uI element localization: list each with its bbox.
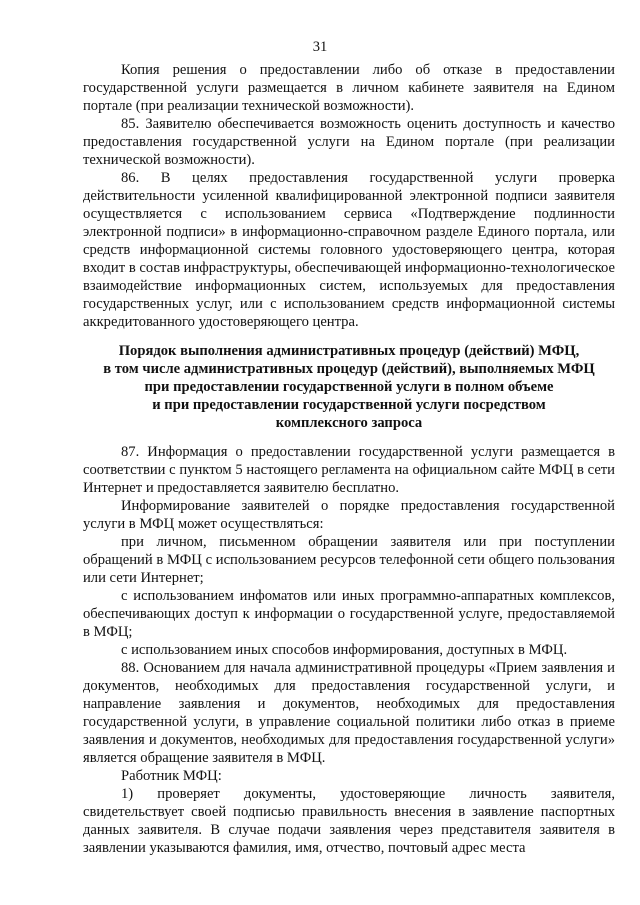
paragraph-87: 87. Информация о предоставлении государственной услуги размещается в соответствии с пунктом 5 настоящего регламента на официальном сайте МФЦ в сети Интернет и предоставляется заявителю бесплатно. bbox=[83, 444, 615, 496]
paragraph-copy-of-decision: Копия решения о предоставлении либо об отказе в предоставлении государственной услуги размещается в личном кабинете заявителя на Едином портале (при реализации технической возможности). bbox=[83, 62, 615, 114]
section-heading-line: в том числе административных процедур (действий), выполняемых МФЦ bbox=[103, 361, 595, 377]
paragraph-88: 88. Основанием для начала административной процедуры «Прием заявления и документов, необходимых для предоставления государственной услуги, и направление заявления и документов, необходимых для предоставления государственной услуги, в управление социальной политики либо отказ в приеме заявления и документов, необходимых для предоставления государственной услуги» является обращение заявителя в МФЦ. bbox=[83, 660, 615, 766]
section-heading-line: комплексного запроса bbox=[275, 415, 423, 431]
paragraph-other-methods: с использованием иных способов информирования, доступных в МФЦ. bbox=[121, 642, 568, 658]
section-heading bbox=[83, 342, 615, 432]
section-heading-line: Порядок выполнения административных процедур (действий) МФЦ, bbox=[118, 343, 580, 359]
paragraph-item-1: 1) проверяет документы, удостоверяющие личность заявителя, свидетельствует своей подписью правильность внесения в заявление паспортных данных заявителя. В случае подачи заявления через представителя заявителя в заявлении указываются фамилия, имя, отчество, почтовый адрес места bbox=[83, 786, 615, 856]
paragraph-infomats: с использованием инфоматов или иных программно-аппаратных комплексов, обеспечивающих доступ к информации о государственной услуге, предоставляемой в МФЦ; bbox=[83, 588, 615, 640]
text-block-bottom bbox=[83, 443, 615, 857]
paragraph-85: 85. Заявителю обеспечивается возможность оценить доступность и качество предоставления государственной услуги на Едином портале (при реализации технической возможности). bbox=[83, 116, 615, 168]
paragraph-informing: Информирование заявителей о порядке предоставления государственной услуги в МФЦ может осуществляться: bbox=[83, 498, 615, 532]
paragraph-86: 86. В целях предоставления государственной услуги проверка действительности усиленной квалифицированной электронной подписи заявителя осуществляется с использованием сервиса «Подтверждение подлинности электронной подписи» в информационно-справочном разделе Единого портала, или средств информационной системы головного удостоверяющего центра, которая входит в состав инфраструктуры, обеспечивающей информационно-технологическое взаимодействие информационных систем, используемых для предоставления государственных услуг, или с использованием средств информационной системы аккредитованного удостоверяющего центра. bbox=[83, 170, 615, 330]
paragraph-mfc-worker: Работник МФЦ: bbox=[121, 768, 222, 784]
section-heading-line: при предоставлении государственной услуги в полном объеме bbox=[144, 379, 554, 395]
paragraph-personal-appeal: при личном, письменном обращении заявителя или при поступлении обращений в МФЦ с использованием ресурсов телефонной сети общего пользования или сети Интернет; bbox=[83, 534, 615, 586]
text-block-top bbox=[83, 61, 615, 331]
page-number: 31 bbox=[312, 39, 328, 55]
section-heading-line: и при предоставлении государственной услуги посредством bbox=[152, 397, 546, 413]
